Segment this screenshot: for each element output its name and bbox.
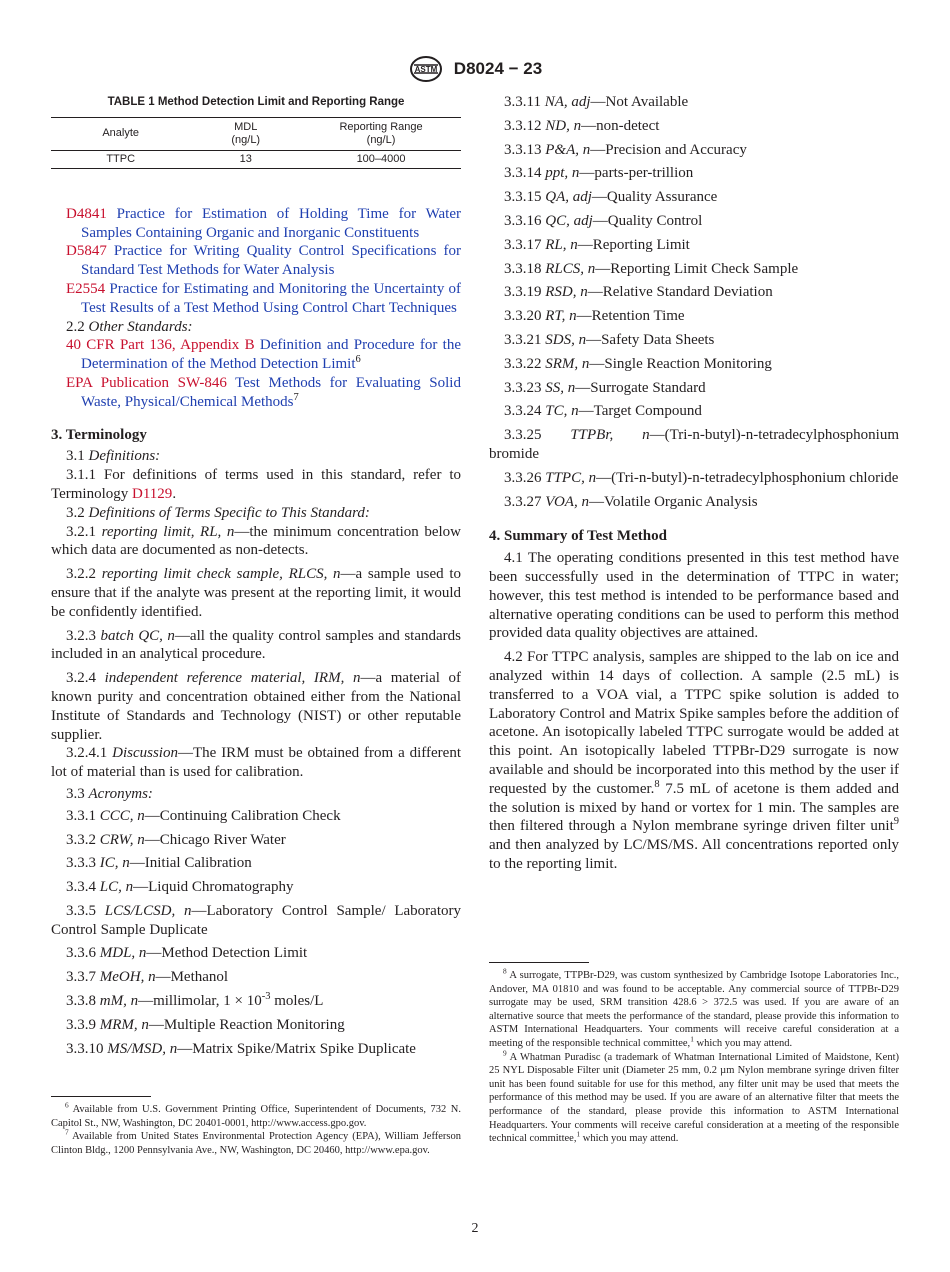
reference-e2554 bbox=[51, 280, 461, 318]
reference-epa bbox=[51, 374, 461, 412]
footnote-text: Available from U.S. Government Printing Office, Superintendent of Documents, 732 N. Capitol St., NW, Washington, DC 20401-0001, http://www.access.gpo.gov. bbox=[51, 1104, 461, 1129]
table-caption: TABLE 1 Method Detection Limit and Reporting Range bbox=[107, 96, 405, 108]
acronym-text: —Retention Time bbox=[576, 308, 685, 325]
reference-link[interactable]: D4841 bbox=[66, 205, 107, 222]
footnote-marker: 7 bbox=[293, 391, 299, 403]
acronym-text: —Target Compound bbox=[578, 403, 702, 420]
acronym-text: —Quality Control bbox=[592, 212, 703, 229]
acronym-number: 3.3.15 bbox=[504, 189, 542, 206]
section-title: Acronyms: bbox=[88, 785, 153, 802]
acronym-item bbox=[66, 1040, 461, 1059]
acronym-term: LC, n bbox=[99, 879, 134, 896]
reference-link[interactable]: D1129 bbox=[132, 485, 173, 502]
acronym-text: —Liquid Chromatography bbox=[133, 879, 294, 896]
acronym-item bbox=[66, 992, 461, 1011]
footnote-text: A surrogate, TTPBr-D29, was custom synthesized by Cambridge Isotope Laboratories Inc., Andover, MA 01810 and was found to be acceptable. Any commercial source of TTPBr-D29 surrogate may be used, SRM transition 428.6 > 372.5 was used. If you are aware of an alternative source that meets the performance of the standard, please provide this information to ASTM International Headquarters. Your comments will receive careful consideration at a meeting of the responsible technical committee, bbox=[489, 970, 899, 1049]
acronym-text: —Volatile Organic Analysis bbox=[588, 493, 758, 510]
acronym-number: 3.3.25 bbox=[504, 427, 542, 444]
paragraph-4-2 bbox=[489, 648, 899, 874]
section-number: 3.1 bbox=[66, 448, 85, 465]
acronym-number: 3.3.26 bbox=[504, 469, 542, 486]
reference-link[interactable]: D5847 bbox=[66, 243, 107, 260]
acronym-term: QA, adj bbox=[545, 189, 592, 206]
acronym-term: SS, n bbox=[545, 379, 576, 396]
definition-text: —the minimum concentration below which data are documented as non-detects. bbox=[51, 523, 462, 559]
acronym-text: —Laboratory Control Sample/ Laboratory Control Sample Duplicate bbox=[51, 902, 461, 938]
acronym-number: 3.3.20 bbox=[504, 308, 542, 325]
footnote-8 bbox=[489, 966, 899, 1051]
reference-title: Definition and Procedure for the Determination of the Method Detection Limit bbox=[81, 337, 461, 373]
definition-number: 3.2.4.1 bbox=[66, 745, 108, 762]
acronym-term: ppt, n bbox=[545, 165, 580, 182]
acronym-item bbox=[66, 878, 461, 897]
acronym-term: SDS, n bbox=[545, 331, 587, 348]
section-number: 3.2 bbox=[66, 504, 85, 521]
acronym-item bbox=[66, 831, 461, 850]
acronym-item bbox=[504, 93, 899, 112]
acronym-number: 3.3.19 bbox=[504, 284, 542, 301]
reference-link[interactable]: E2554 bbox=[66, 280, 106, 297]
acronym-term: MRM, n bbox=[99, 1016, 149, 1033]
acronym-item bbox=[504, 283, 899, 302]
footnote-text: Available from United States Environmental Protection Agency (EPA), William Jefferson Clinton Bldg., 1200 Pennsylvania Ave., NW, Washington, DC 20460, http://www.epa.gov. bbox=[51, 1131, 461, 1156]
acronym-number: 3.3.17 bbox=[504, 236, 542, 253]
definition-text: —a sample used to ensure that if the analyte was present at the reporting limit, it would be confidently identified. bbox=[51, 566, 462, 620]
acronym-number: 3.3.22 bbox=[504, 355, 542, 372]
acronym-item bbox=[504, 402, 899, 421]
acronym-number: 3.3.23 bbox=[504, 379, 542, 396]
paragraph-text: and then analyzed by LC/MS/MS. All concentrations reported only to the reporting limit. bbox=[489, 837, 899, 872]
acronym-text: —Initial Calibration bbox=[129, 855, 252, 872]
acronym-number: 3.3.6 bbox=[66, 945, 96, 962]
footnote-marker: 6 bbox=[355, 354, 361, 366]
acronym-text: —Precision and Accuracy bbox=[590, 141, 747, 158]
reference-40cfr bbox=[51, 336, 461, 374]
paragraph-3-1-1 bbox=[51, 466, 461, 504]
section-title: Other Standards: bbox=[88, 318, 193, 335]
acronym-number: 3.3.3 bbox=[66, 855, 96, 872]
definition-number: 3.2.3 bbox=[66, 627, 96, 644]
definition-term: independent reference material, IRM, n bbox=[104, 670, 361, 687]
acronym-text: —Methanol bbox=[155, 969, 229, 986]
section-number: 2.2 bbox=[66, 318, 85, 335]
section-title: Definitions of Terms Specific to This Standard: bbox=[88, 504, 370, 521]
definition-number: 3.2.1 bbox=[66, 523, 96, 540]
paragraph-3-1 bbox=[51, 447, 461, 466]
footnote-number: 8 bbox=[503, 966, 507, 976]
astm-logo-icon bbox=[408, 56, 444, 82]
table-cell: 13 bbox=[190, 150, 301, 168]
footnote-6 bbox=[51, 1100, 461, 1130]
footnote-marker: 9 bbox=[893, 816, 899, 828]
acronym-item bbox=[504, 141, 899, 160]
page-number: 2 bbox=[471, 1221, 479, 1236]
footnote-marker: 1 bbox=[690, 1034, 694, 1044]
definition-term: batch QC, n bbox=[100, 627, 175, 644]
acronym-item bbox=[51, 902, 461, 940]
footnote-divider bbox=[489, 962, 589, 963]
acronym-term: RL, n bbox=[545, 236, 578, 253]
acronym-text: —(Tri-n-butyl)-n-tetradecylphosphonium chloride bbox=[596, 469, 899, 486]
acronym-term: TTPC, n bbox=[545, 469, 597, 486]
acronym-number: 3.3.5 bbox=[66, 902, 96, 919]
footnote-text: which you may attend. bbox=[693, 1037, 793, 1049]
acronym-text: —Not Available bbox=[590, 94, 689, 110]
acronym-number: 3.3.8 bbox=[66, 993, 96, 1010]
table-header-mdl: MDL (ng/L) bbox=[190, 117, 301, 150]
table-header-range: Reporting Range (ng/L) bbox=[301, 117, 461, 150]
definition-number: 3.2.4 bbox=[66, 670, 96, 687]
reference-d4841 bbox=[51, 205, 461, 243]
definition-text: —The IRM must be obtained from a different lot of material than is used for calibration. bbox=[51, 745, 461, 781]
footnote-marker: 1 bbox=[576, 1129, 581, 1139]
section-3-heading: 3. Terminology bbox=[51, 426, 147, 443]
section-4-heading: 4. Summary of Test Method bbox=[489, 528, 667, 545]
table-header-analyte: Analyte bbox=[51, 117, 190, 150]
footnote-text: which you may attend. bbox=[580, 1133, 679, 1145]
page-header bbox=[0, 56, 950, 82]
definition-term: reporting limit, RL, n bbox=[101, 523, 235, 540]
acronym-term: IC, n bbox=[99, 855, 130, 872]
acronym-number: 3.3.21 bbox=[504, 331, 542, 348]
acronym-text: —Chicago River Water bbox=[144, 831, 286, 848]
footnote-7 bbox=[51, 1127, 461, 1157]
acronym-text: —Matrix Spike/Matrix Spike Duplicate bbox=[177, 1040, 416, 1057]
section-title: Definitions: bbox=[88, 448, 161, 465]
acronym-term: SRM, n bbox=[545, 355, 590, 372]
acronym-term: CCC, n bbox=[99, 807, 145, 824]
acronym-item bbox=[504, 236, 899, 255]
acronym-text: —Single Reaction Monitoring bbox=[589, 355, 772, 372]
acronym-text: —Multiple Reaction Monitoring bbox=[148, 1016, 345, 1033]
acronym-number: 3.3.10 bbox=[66, 1040, 104, 1057]
acronym-number: 3.3.18 bbox=[504, 260, 542, 277]
reference-title: Test Methods for Evaluating Solid Waste, Physical/Chemical Methods bbox=[81, 374, 461, 410]
reference-title: Practice for Writing Quality Control Specifications for Standard Test Methods for Water Analysis bbox=[81, 243, 462, 279]
exponent: -3 bbox=[261, 991, 271, 1003]
definition-term: reporting limit check sample, RLCS, n bbox=[101, 566, 341, 583]
footnote-number: 7 bbox=[65, 1127, 69, 1137]
acronym-text: —Relative Standard Deviation bbox=[587, 284, 773, 301]
acronym-term: VOA, n bbox=[545, 493, 589, 510]
acronym-item bbox=[504, 355, 899, 374]
acronym-number: 3.3.11 bbox=[504, 94, 541, 110]
acronym-number: 3.3.2 bbox=[66, 831, 96, 848]
left-footnotes bbox=[51, 1096, 461, 1157]
acronym-item bbox=[66, 1016, 461, 1035]
acronym-term: TC, n bbox=[545, 403, 579, 420]
definition-term: Discussion bbox=[112, 745, 178, 762]
acronym-item bbox=[504, 164, 899, 183]
svg-text:ASTM: ASTM bbox=[414, 65, 438, 74]
paragraph-text: . bbox=[172, 485, 177, 502]
paragraph-text: 3.1.1 For definitions of terms used in this standard, refer to Terminology bbox=[51, 467, 461, 502]
acronym-item bbox=[504, 493, 899, 512]
acronym-term: QC, adj bbox=[545, 212, 593, 229]
reference-title: Practice for Estimation of Holding Time for Water Samples Containing Organic and Inorganic Constituents bbox=[81, 205, 462, 241]
acronym-item bbox=[504, 379, 899, 398]
acronym-text: —Surrogate Standard bbox=[575, 379, 706, 396]
acronym-term: CRW, n bbox=[99, 831, 145, 848]
acronym-number: 3.3.7 bbox=[66, 969, 96, 986]
acronym-term: ND, n bbox=[545, 117, 582, 134]
standard-designation: D8024 − 23 bbox=[453, 59, 543, 78]
definition-item bbox=[51, 523, 461, 561]
paragraph-3-2 bbox=[51, 504, 461, 523]
acronym-text: moles/L bbox=[270, 993, 324, 1010]
acronym-term: mM, n bbox=[99, 993, 139, 1010]
acronym-item bbox=[504, 212, 899, 231]
right-footnotes bbox=[489, 962, 899, 1146]
acronym-term: P&A, n bbox=[545, 141, 591, 158]
definition-item bbox=[51, 565, 461, 621]
acronym-term: RT, n bbox=[545, 308, 577, 325]
acronym-text: —millimolar, 1 × 10 bbox=[138, 993, 262, 1010]
definition-item bbox=[51, 627, 461, 665]
acronym-number: 3.3.27 bbox=[504, 493, 542, 510]
footnote-number: 9 bbox=[503, 1048, 507, 1058]
acronym-term: TTPBr, n bbox=[570, 427, 650, 444]
acronym-text: —Continuing Calibration Check bbox=[144, 807, 341, 824]
acronym-text: —non-detect bbox=[581, 117, 660, 134]
acronym-item bbox=[489, 426, 899, 464]
reference-d5847 bbox=[51, 242, 461, 280]
acronym-item bbox=[504, 188, 899, 207]
paragraph-text: 4.2 For TTPC analysis, samples are shipped to the lab on ice and analyzed within 14 days of collection. A sample (2.5 mL) is transferred to a VOA vial, a TTPC spike solution is added to Laboratory Control and Matrix Spike samples before the addition of acetone. An isotopically labeled TTPC surrogate would be added at this point. An isotopically labeled TTPBr-D29 surrogate is now available and should be incorporated into this method by the user if requested by the customer. bbox=[489, 649, 899, 797]
acronym-term: NA, adj bbox=[544, 94, 591, 110]
acronym-text: —Method Detection Limit bbox=[146, 945, 308, 962]
reference-link[interactable]: EPA Publication SW-846 bbox=[66, 374, 227, 391]
acronym-term: MeOH, n bbox=[99, 969, 156, 986]
table-cell: 100–4000 bbox=[301, 150, 461, 168]
acronym-item bbox=[66, 807, 461, 826]
acronym-term: RSD, n bbox=[545, 284, 588, 301]
discussion-3-2-4-1 bbox=[51, 744, 461, 782]
acronym-item bbox=[504, 117, 899, 136]
definition-text: —a material of known purity and concentration obtained either from the National Institute of Standards and Technology (NIST) or other reputable supplier. bbox=[51, 670, 462, 743]
acronym-item bbox=[504, 260, 899, 279]
acronym-number: 3.3.24 bbox=[504, 403, 542, 420]
acronym-list bbox=[489, 93, 899, 511]
acronym-number: 3.3.12 bbox=[504, 117, 542, 134]
acronym-item bbox=[489, 469, 899, 488]
acronym-text: —parts-per-trillion bbox=[579, 165, 694, 182]
acronym-text: —Quality Assurance bbox=[591, 189, 718, 206]
section-number: 3.3 bbox=[66, 785, 85, 802]
table-cell: TTPC bbox=[51, 150, 190, 168]
reference-link[interactable]: 40 CFR Part 136, Appendix B bbox=[66, 337, 255, 354]
acronym-item bbox=[504, 307, 899, 326]
footnote-divider bbox=[51, 1096, 151, 1097]
acronym-item bbox=[66, 944, 461, 963]
footnote-9 bbox=[489, 1048, 899, 1146]
footnote-marker: 8 bbox=[654, 778, 660, 790]
acronym-number: 3.3.9 bbox=[66, 1016, 96, 1033]
acronym-number: 3.3.13 bbox=[504, 141, 542, 158]
acronym-item bbox=[66, 854, 461, 873]
acronym-term: LCS/LCSD, n bbox=[104, 902, 192, 919]
acronym-term: MS/MSD, n bbox=[107, 1040, 178, 1057]
acronym-term: RLCS, n bbox=[545, 260, 596, 277]
acronym-text: —Reporting Limit Check Sample bbox=[595, 260, 799, 277]
acronym-number: 3.3.14 bbox=[504, 165, 542, 182]
acronym-term: MDL, n bbox=[99, 945, 147, 962]
acronym-number: 3.3.4 bbox=[66, 879, 96, 896]
paragraph-text: 7.5 mL of acetone is them added and the solution is mixed by hand or vortex for 1 min. The samples are then filtered through a Nylon membrane syringe driven filter unit bbox=[489, 780, 899, 835]
left-column bbox=[51, 93, 461, 1063]
definition-text: —all the quality control samples and standards included in an analytical procedure. bbox=[51, 627, 461, 663]
definition-number: 3.2.2 bbox=[66, 566, 96, 583]
other-standards-heading bbox=[51, 318, 461, 337]
footnote-text: A Whatman Puradisc (a trademark of Whatman International Limited of Maidstone, Kent) 25 NYL Disposable Filter unit (Diameter 25 mm, 0.2 µm Nylon membrane syringe driven filter unit has been found suitable for use for this method, any filter unit may be used that meets the performance of this method may be used. If you are aware of an alternative filter that meets the performance of the standard, please provide this information to ASTM International Headquarters. Your comments will receive careful consideration at a meeting of the responsible technical committee, bbox=[489, 1051, 899, 1145]
reference-title: Practice for Estimating and Monitoring the Uncertainty of Test Results of a Test Method Using Control Chart Techniques bbox=[81, 280, 462, 316]
acronym-item bbox=[66, 968, 461, 987]
right-column bbox=[489, 93, 899, 874]
acronym-text: —Reporting Limit bbox=[577, 236, 690, 253]
paragraph-3-3 bbox=[51, 785, 461, 804]
paragraph-4-1: 4.1 The operating conditions presented in this test method have been successfully used in the determination of TTPC in water; however, this test method is intended to be performance based and alternative operating conditions can be used to perform this method provided data quality objectives are attained. bbox=[489, 550, 899, 642]
footnote-number: 6 bbox=[65, 1100, 69, 1110]
acronym-number: 3.3.1 bbox=[66, 807, 96, 824]
acronym-item bbox=[504, 331, 899, 350]
acronym-number: 3.3.16 bbox=[504, 212, 542, 229]
acronym-text: —Safety Data Sheets bbox=[586, 331, 715, 348]
acronym-text: —(Tri-n-butyl)-n-tetradecylphosphonium bromide bbox=[489, 427, 899, 462]
definition-item bbox=[51, 669, 461, 744]
table-row bbox=[51, 150, 461, 168]
mdl-table bbox=[51, 117, 461, 169]
